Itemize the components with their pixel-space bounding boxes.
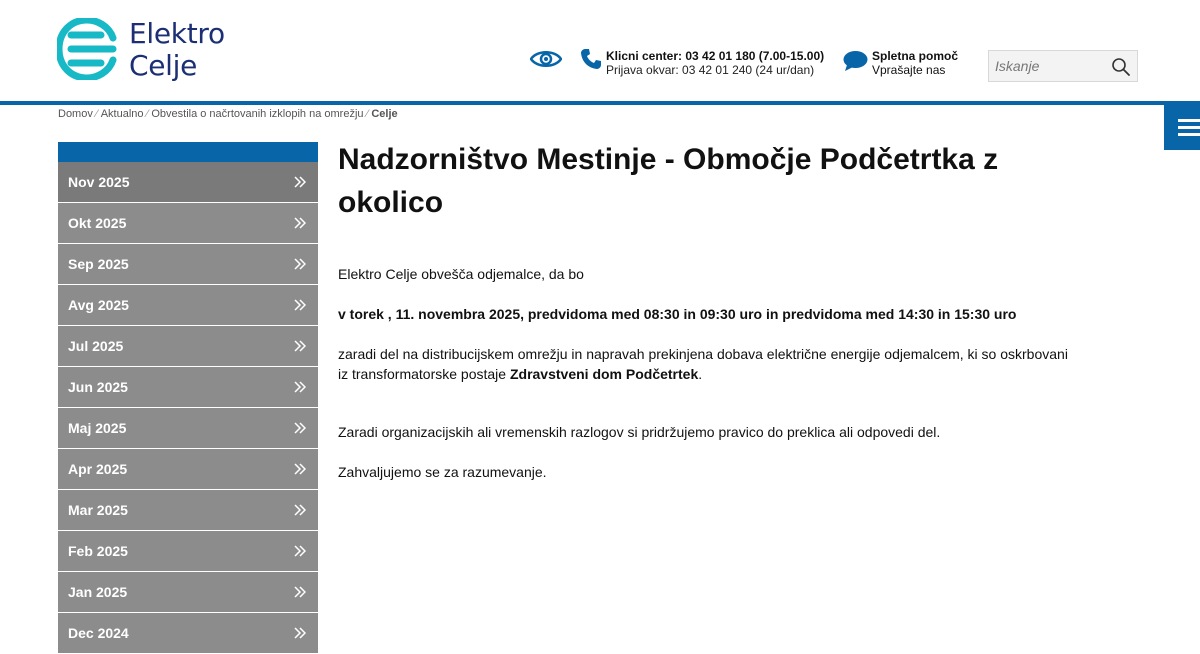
hamburger-icon: [1178, 126, 1200, 129]
article-work-description: [338, 344, 1078, 384]
sidebar-month-item[interactable]: [58, 285, 318, 326]
double-chevron-right-icon: [294, 380, 306, 394]
logo-mark-icon: [57, 18, 119, 80]
search-icon[interactable]: [1111, 57, 1131, 77]
elektro-celje-logo[interactable]: [57, 18, 237, 84]
double-chevron-right-icon: [294, 626, 306, 640]
month-sidebar: [58, 142, 318, 654]
fault-report-text[interactable]: Prijava okvar: 03 42 01 240 (24 ur/dan): [606, 63, 815, 77]
sidebar-month-item[interactable]: [58, 449, 318, 490]
hamburger-icon: [1178, 119, 1200, 122]
breadcrumb-separator: ⁄: [146, 108, 149, 120]
sidebar-month-label: Mar 2025: [68, 502, 128, 518]
sidebar-month-item[interactable]: [58, 613, 318, 654]
sidebar-month-label: Feb 2025: [68, 543, 128, 559]
sidebar-month-label: Sep 2025: [68, 256, 129, 272]
sidebar-month-item[interactable]: [58, 531, 318, 572]
sidebar-month-item[interactable]: [58, 408, 318, 449]
sidebar-month-item[interactable]: [58, 162, 318, 203]
article-reservation-note: Zaradi organizacijskih ali vremenskih razlogov si pridržujemo pravico do preklica ali odpovedi del.: [338, 424, 941, 440]
sidebar-month-item[interactable]: [58, 244, 318, 285]
double-chevron-right-icon: [294, 544, 306, 558]
contact-info: [606, 49, 824, 77]
sidebar-month-item[interactable]: [58, 326, 318, 367]
eye-icon[interactable]: [530, 48, 562, 70]
page-title: Nadzorništvo Mestinje - Območje Podčetrtka z okolico: [338, 143, 999, 219]
logo-line-1: Elektro: [129, 17, 225, 50]
sidebar-month-label: Maj 2025: [68, 420, 127, 436]
breadcrumb-outage-notices[interactable]: Obvestila o načrtovanih izklopih na omrežju: [151, 108, 364, 120]
sidebar-month-item[interactable]: [58, 367, 318, 408]
double-chevron-right-icon: [294, 216, 306, 230]
chat-icon[interactable]: [843, 50, 868, 72]
article-thanks: Zahvaljujemo se za razumevanje.: [338, 464, 547, 480]
phone-icon: [580, 48, 602, 70]
transformer-station-name: Zdravstveni dom Podčetrtek: [509, 366, 699, 382]
double-chevron-right-icon: [294, 339, 306, 353]
sidebar-month-label: Avg 2025: [68, 297, 129, 313]
double-chevron-right-icon: [294, 257, 306, 271]
sidebar-month-label: Okt 2025: [68, 215, 127, 231]
sidebar-month-label: Jun 2025: [68, 379, 128, 395]
double-chevron-right-icon: [294, 421, 306, 435]
search-box: [988, 50, 1138, 82]
double-chevron-right-icon: [294, 503, 306, 517]
hamburger-icon: [1178, 133, 1200, 136]
work-text: zaradi del na distribucijskem omrežju in napravah prekinjena dobava električne energije odjemalcem, ki so oskrbovani iz transformatorske postaje: [338, 346, 1068, 382]
logo-wordmark: [129, 18, 225, 82]
article-outage-date: v torek , 11. novembra 2025, predvidoma med 08:30 in 09:30 uro in predvidoma med 14:30 in 15:30 uro: [338, 306, 1017, 322]
online-help-title: Spletna pomoč: [872, 49, 959, 63]
sidebar-month-label: Jul 2025: [68, 338, 124, 354]
breadcrumb-home[interactable]: Domov: [58, 108, 93, 120]
header-divider: [0, 101, 1200, 105]
double-chevron-right-icon: [294, 462, 306, 476]
month-list: [58, 162, 318, 654]
article: [338, 138, 1078, 480]
work-text-end: .: [698, 366, 703, 382]
sidebar-month-item[interactable]: [58, 490, 318, 531]
sidebar-month-label: Jan 2025: [68, 584, 128, 600]
sidebar-month-label: Nov 2025: [68, 174, 130, 190]
double-chevron-right-icon: [294, 175, 306, 189]
sidebar-month-item[interactable]: [58, 572, 318, 613]
breadcrumb-news[interactable]: Aktualno: [100, 108, 144, 120]
breadcrumb: [58, 108, 398, 120]
double-chevron-right-icon: [294, 298, 306, 312]
online-help-subtitle: Vprašajte nas: [872, 63, 946, 77]
logo-line-2: Celje: [129, 49, 198, 82]
breadcrumb-current: Celje: [371, 108, 398, 120]
sidebar-month-label: Apr 2025: [68, 461, 128, 477]
menu-toggle-button[interactable]: [1164, 104, 1200, 150]
site-header: [0, 0, 1200, 102]
sidebar-header-bar: [58, 142, 318, 162]
online-help[interactable]: [872, 49, 958, 77]
sidebar-month-item[interactable]: [58, 203, 318, 244]
call-center-text[interactable]: Klicni center: 03 42 01 180 (7.00-15.00): [606, 49, 825, 63]
search-input[interactable]: [989, 51, 1109, 81]
breadcrumb-separator: ⁄: [366, 108, 369, 120]
article-intro: Elektro Celje obvešča odjemalce, da bo: [338, 266, 584, 282]
breadcrumb-separator: ⁄: [95, 108, 98, 120]
sidebar-month-label: Dec 2024: [68, 625, 129, 641]
double-chevron-right-icon: [294, 585, 306, 599]
